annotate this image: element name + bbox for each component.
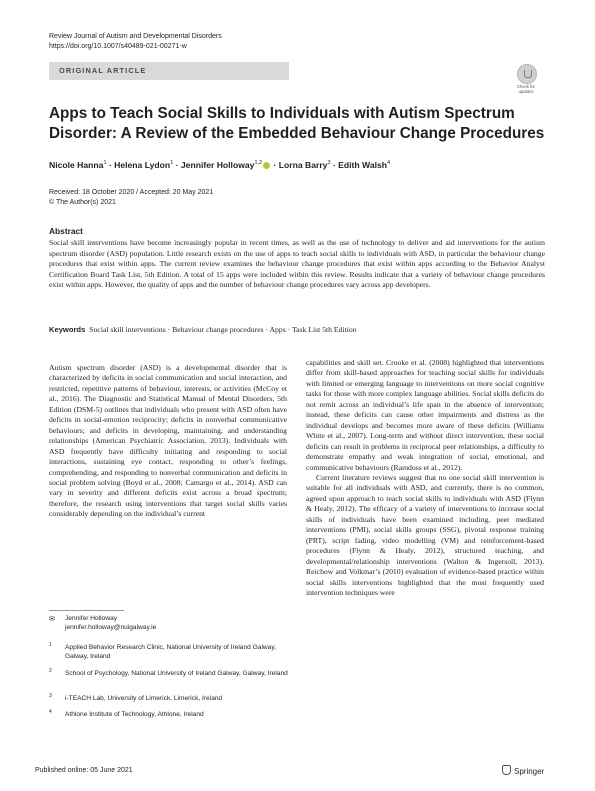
author-name[interactable]: Lorna Barry: [278, 159, 328, 170]
affiliation-text: Applied Behavior Research Clinic, National University of Ireland Galway, Galway, Ireland: [65, 644, 276, 660]
body-column-left: [49, 363, 287, 520]
affiliation-number: 3: [49, 693, 52, 699]
published-online: Published online: 05 June 2021: [35, 767, 133, 774]
footnote-divider: [49, 610, 124, 611]
affiliation: [49, 643, 289, 661]
body-paragraph: Autism spectrum disorder (ASD) is a developmental disorder that is characterized by deficits in social communication and social interaction, and restricted, repetitive patterns of behaviour, interests, or activities (McCoy et al., 2016). The Diagnostic and Statistical Manual of Mental Disorders, 5th Edition (DSM-5) outlines that individuals who present with ASD often have deficits in social-emotion reciprocity; deficits in nonverbal communicative behaviours; and deficits in developing, maintaining, and understanding relationships (American Psychiatric Association, 2013). Individuals with ASD frequently have difficulty initiating and responding to social interactions, sustaining eye contact, responding to other’s feelings, comprehending, and responding to nonverbal communication and deficits in social problem solving (Boyd et al., 2008; Camargo et al., 2014). ASD can vary in severity and different deficits exist across a broad spectrum; therefore, the research using interventions that target social skills varies considerably depending on the individual’s current: [49, 363, 287, 519]
affiliation: [49, 669, 289, 678]
keywords-label: Keywords: [49, 325, 86, 334]
body-paragraph: capabilities and skill set. Crooke et al. (2008) highlighted that interventions differ from skill-based approaches for teaching social skills for individuals with limited or emerging language to interventions on more social cognitive tasks for those with more complex language abilities. Social skills deficits do not remit across an individual’s life span in the absence of intervention; instead, these deficits can cause other impairments and distress as the individual develops and becomes more aware of these deficits (Williams White et al., 2007). Long-term and without direct intervention, these social deficits can result in problems in reciprocal peer relationships, a difficulty to demonstrate empathy and weak integration of social, emotional, and communicative behaviours (Ramdoss et al., 2012).: [306, 358, 544, 472]
author-affiliation: 1: [170, 160, 174, 166]
affiliation-text: Athlone Institute of Technology, Athlone, Ireland: [65, 711, 204, 718]
envelope-icon: ✉: [49, 616, 55, 623]
springer-horse-icon: [502, 765, 511, 775]
abstract-heading: Abstract: [49, 226, 83, 236]
article-title: Apps to Teach Social Skills to Individuals with Autism Spectrum Disorder: A Review of the Embedded Behaviour Change Procedures: [49, 105, 545, 142]
check-for-updates-icon: [517, 64, 537, 84]
publisher-name: Springer: [514, 767, 545, 776]
publisher-logo: [502, 765, 544, 776]
author-name[interactable]: Jennifer Holloway: [180, 159, 255, 170]
author-affiliation: 1: [103, 160, 107, 166]
journal-doi[interactable]: https://doi.org/10.1007/s40489-021-00271-w: [49, 43, 187, 50]
check-for-updates-badge[interactable]: [510, 64, 542, 98]
affiliation-text: School of Psychology, National University of Ireland Galway, Galway, Ireland: [65, 670, 288, 677]
author-name[interactable]: Edith Walsh: [338, 159, 388, 170]
author-name[interactable]: Helena Lydon: [114, 159, 171, 170]
author-affiliation: 1,2: [254, 160, 263, 166]
article-dates: [49, 188, 213, 207]
author-affiliation: 4: [387, 160, 391, 166]
affiliation: [49, 710, 289, 719]
author-name[interactable]: Nicole Hanna: [49, 159, 104, 170]
journal-name: Review Journal of Autism and Developmental Disorders: [49, 33, 222, 40]
received-accepted: Received: 18 October 2020 / Accepted: 20 May 2021: [49, 189, 214, 196]
correspondence-email[interactable]: jennifer.holloway@nuigalway.ie: [65, 624, 157, 631]
section-label: ORIGINAL ARTICLE: [59, 66, 147, 75]
check-for-updates-label: Check for updates: [517, 84, 535, 94]
body-paragraph: Current literature reviews suggest that no one social skill intervention is suitable for all individuals with ASD, and currently, there is no common, agreed upon approach to teach social skills to individuals with ASD (Flynn & Healy, 2012). The efficacy of a variety of interventions to increase social skills of individuals have been examined including, peer mediated interventions (PMI), social skills groups (SSG), pivotal response training (PRT), script fading, video modelling (VM) and reinforcement-based procedures (Flynn & Healy, 2012), structured teaching, and developmental/relationship interventions (Walton & Ingersoll, 2013). Reichow and Volkmar’s (2010) evaluation of evidence-based practice within social skills interventions highlighted that the most frequently used intervention techniques were: [306, 472, 544, 597]
affiliation-number: 1: [49, 642, 52, 648]
affiliation-text: i-TEACH Lab, University of Limerick, Limerick, Ireland: [65, 695, 223, 702]
author-affiliation: 3: [327, 160, 331, 166]
keywords-text: Social skill interventions · Behaviour change procedures · Apps · Task List 5th Edition: [89, 325, 357, 334]
journal-header: [49, 32, 222, 52]
section-label-bar: [49, 62, 289, 80]
correspondence-name: Jennifer Holloway: [65, 615, 118, 622]
author-list: Nicole Hanna$^1$ · Helena Lydon$^1$ · Jennifer Holloway$^{1,2}$ · Lorna Barry$^3$ · Edith Walsh$^4$: [49, 159, 391, 170]
keywords: [49, 325, 545, 335]
abstract-text: Social skill interventions have become increasingly popular in recent times, as well as the use of technology to deliver and aid interventions for the autism spectrum disorder (ASD) population. Little research exists on the use of apps to teach social skills to individuals with ASD, in particular the behaviour change procedures that exist within apps. The current review examines the behaviour change procedures that exist within apps according to the Behavior Analyst Certification Board Task List, 5th Edition. A total of 15 apps were included within this review. Results indicate that a variety of behaviour change procedures exist within apps. However, the quality of apps and the number of behaviour change procedures vary across app developers.: [49, 238, 545, 289]
affiliation: [49, 694, 289, 703]
copyright: © The Author(s) 2021: [49, 198, 116, 206]
body-column-right: [306, 358, 544, 598]
affiliation-number: 2: [49, 668, 52, 674]
correspondence: [49, 614, 156, 632]
affiliation-number: 4: [49, 709, 52, 715]
orcid-icon[interactable]: [263, 162, 270, 169]
